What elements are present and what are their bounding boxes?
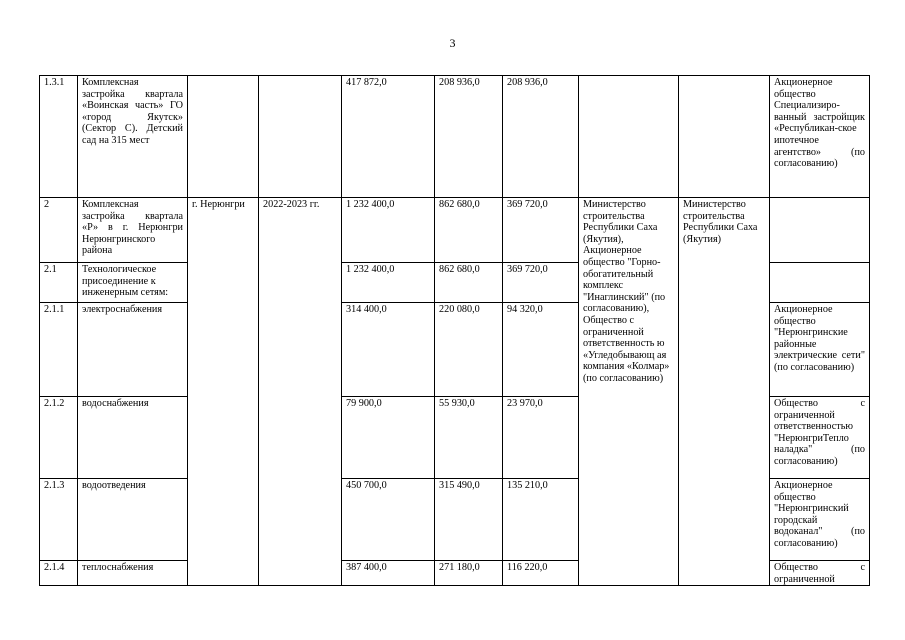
row-total: 387 400,0: [342, 561, 435, 586]
row-executor: Министерство строительства Республики Саха (Якутия), Акционерное общество "Горно-обогатительный комплекс "Инаглинский" (по согласованию), Общество с ограниченной ответственность ю «Угледобывающ ая компания «Колмар» (по согласованию): [579, 198, 679, 586]
row-year2: 369 720,0: [503, 263, 579, 303]
row-year2: 94 320,0: [503, 303, 579, 397]
row-code: 1.3.1: [40, 76, 78, 198]
row-customer: [679, 76, 770, 198]
row-code: 2.1.3: [40, 479, 78, 561]
row-name: Технологическое присоединение к инженерным сетям:: [78, 263, 188, 303]
row-code: 2.1.4: [40, 561, 78, 586]
row-place: г. Нерюнгри: [188, 198, 259, 586]
row-name: электроснабжения: [78, 303, 188, 397]
row-total: 1 232 400,0: [342, 263, 435, 303]
row-year1: 315 490,0: [435, 479, 503, 561]
row-customer: Министерство строительства Республики Саха (Якутия): [679, 198, 770, 586]
program-table: [39, 75, 870, 586]
row-year1: 55 930,0: [435, 397, 503, 479]
row-partner: Акционерное общество Специализиро-ванный застройщик «Республикан-ское ипотечное агентство» (по согласованию): [770, 76, 870, 198]
row-partner: [770, 198, 870, 263]
row-executor: [579, 76, 679, 198]
row-total: 79 900,0: [342, 397, 435, 479]
row-name: Комплексная застройка квартала «Воинская часть» ГО «город Якутск» (Сектор С). Детский сад на 315 мест: [78, 76, 188, 198]
row-code: 2.1.2: [40, 397, 78, 479]
row-total: 314 400,0: [342, 303, 435, 397]
row-partner: Акционерное общество "Нерюнгринский городскай водоканал" (по согласованию): [770, 479, 870, 561]
row-total: 417 872,0: [342, 76, 435, 198]
row-code: 2.1.1: [40, 303, 78, 397]
row-name: водоотведения: [78, 479, 188, 561]
row-year1: 208 936,0: [435, 76, 503, 198]
row-year1: 220 080,0: [435, 303, 503, 397]
row-period: [259, 76, 342, 198]
row-partner: Общество с ограниченной: [770, 561, 870, 586]
row-total: 1 232 400,0: [342, 198, 435, 263]
row-year2: 116 220,0: [503, 561, 579, 586]
page-number: 3: [449, 36, 456, 50]
row-year2: 208 936,0: [503, 76, 579, 198]
row-name: водоснабжения: [78, 397, 188, 479]
row-year2: 135 210,0: [503, 479, 579, 561]
row-year1: 271 180,0: [435, 561, 503, 586]
table-row: [40, 76, 870, 198]
row-partner: Общество с ограниченной ответственностью "НерюнгриТепло наладка" (по согласованию): [770, 397, 870, 479]
row-name: Комплексная застройка квартала «Р» в г. Нерюнгри Нерюнгринского района: [78, 198, 188, 263]
row-period: 2022-2023 гг.: [259, 198, 342, 586]
row-total: 450 700,0: [342, 479, 435, 561]
row-year2: 369 720,0: [503, 198, 579, 263]
row-partner: [770, 263, 870, 303]
row-year1: 862 680,0: [435, 198, 503, 263]
row-code: 2.1: [40, 263, 78, 303]
row-name: теплоснабжения: [78, 561, 188, 586]
row-code: 2: [40, 198, 78, 263]
row-year1: 862 680,0: [435, 263, 503, 303]
table-row: [40, 198, 870, 263]
row-partner: Акционерное общество "Нерюнгринские районные электрические сети" (по согласованию): [770, 303, 870, 397]
row-year2: 23 970,0: [503, 397, 579, 479]
row-place: [188, 76, 259, 198]
